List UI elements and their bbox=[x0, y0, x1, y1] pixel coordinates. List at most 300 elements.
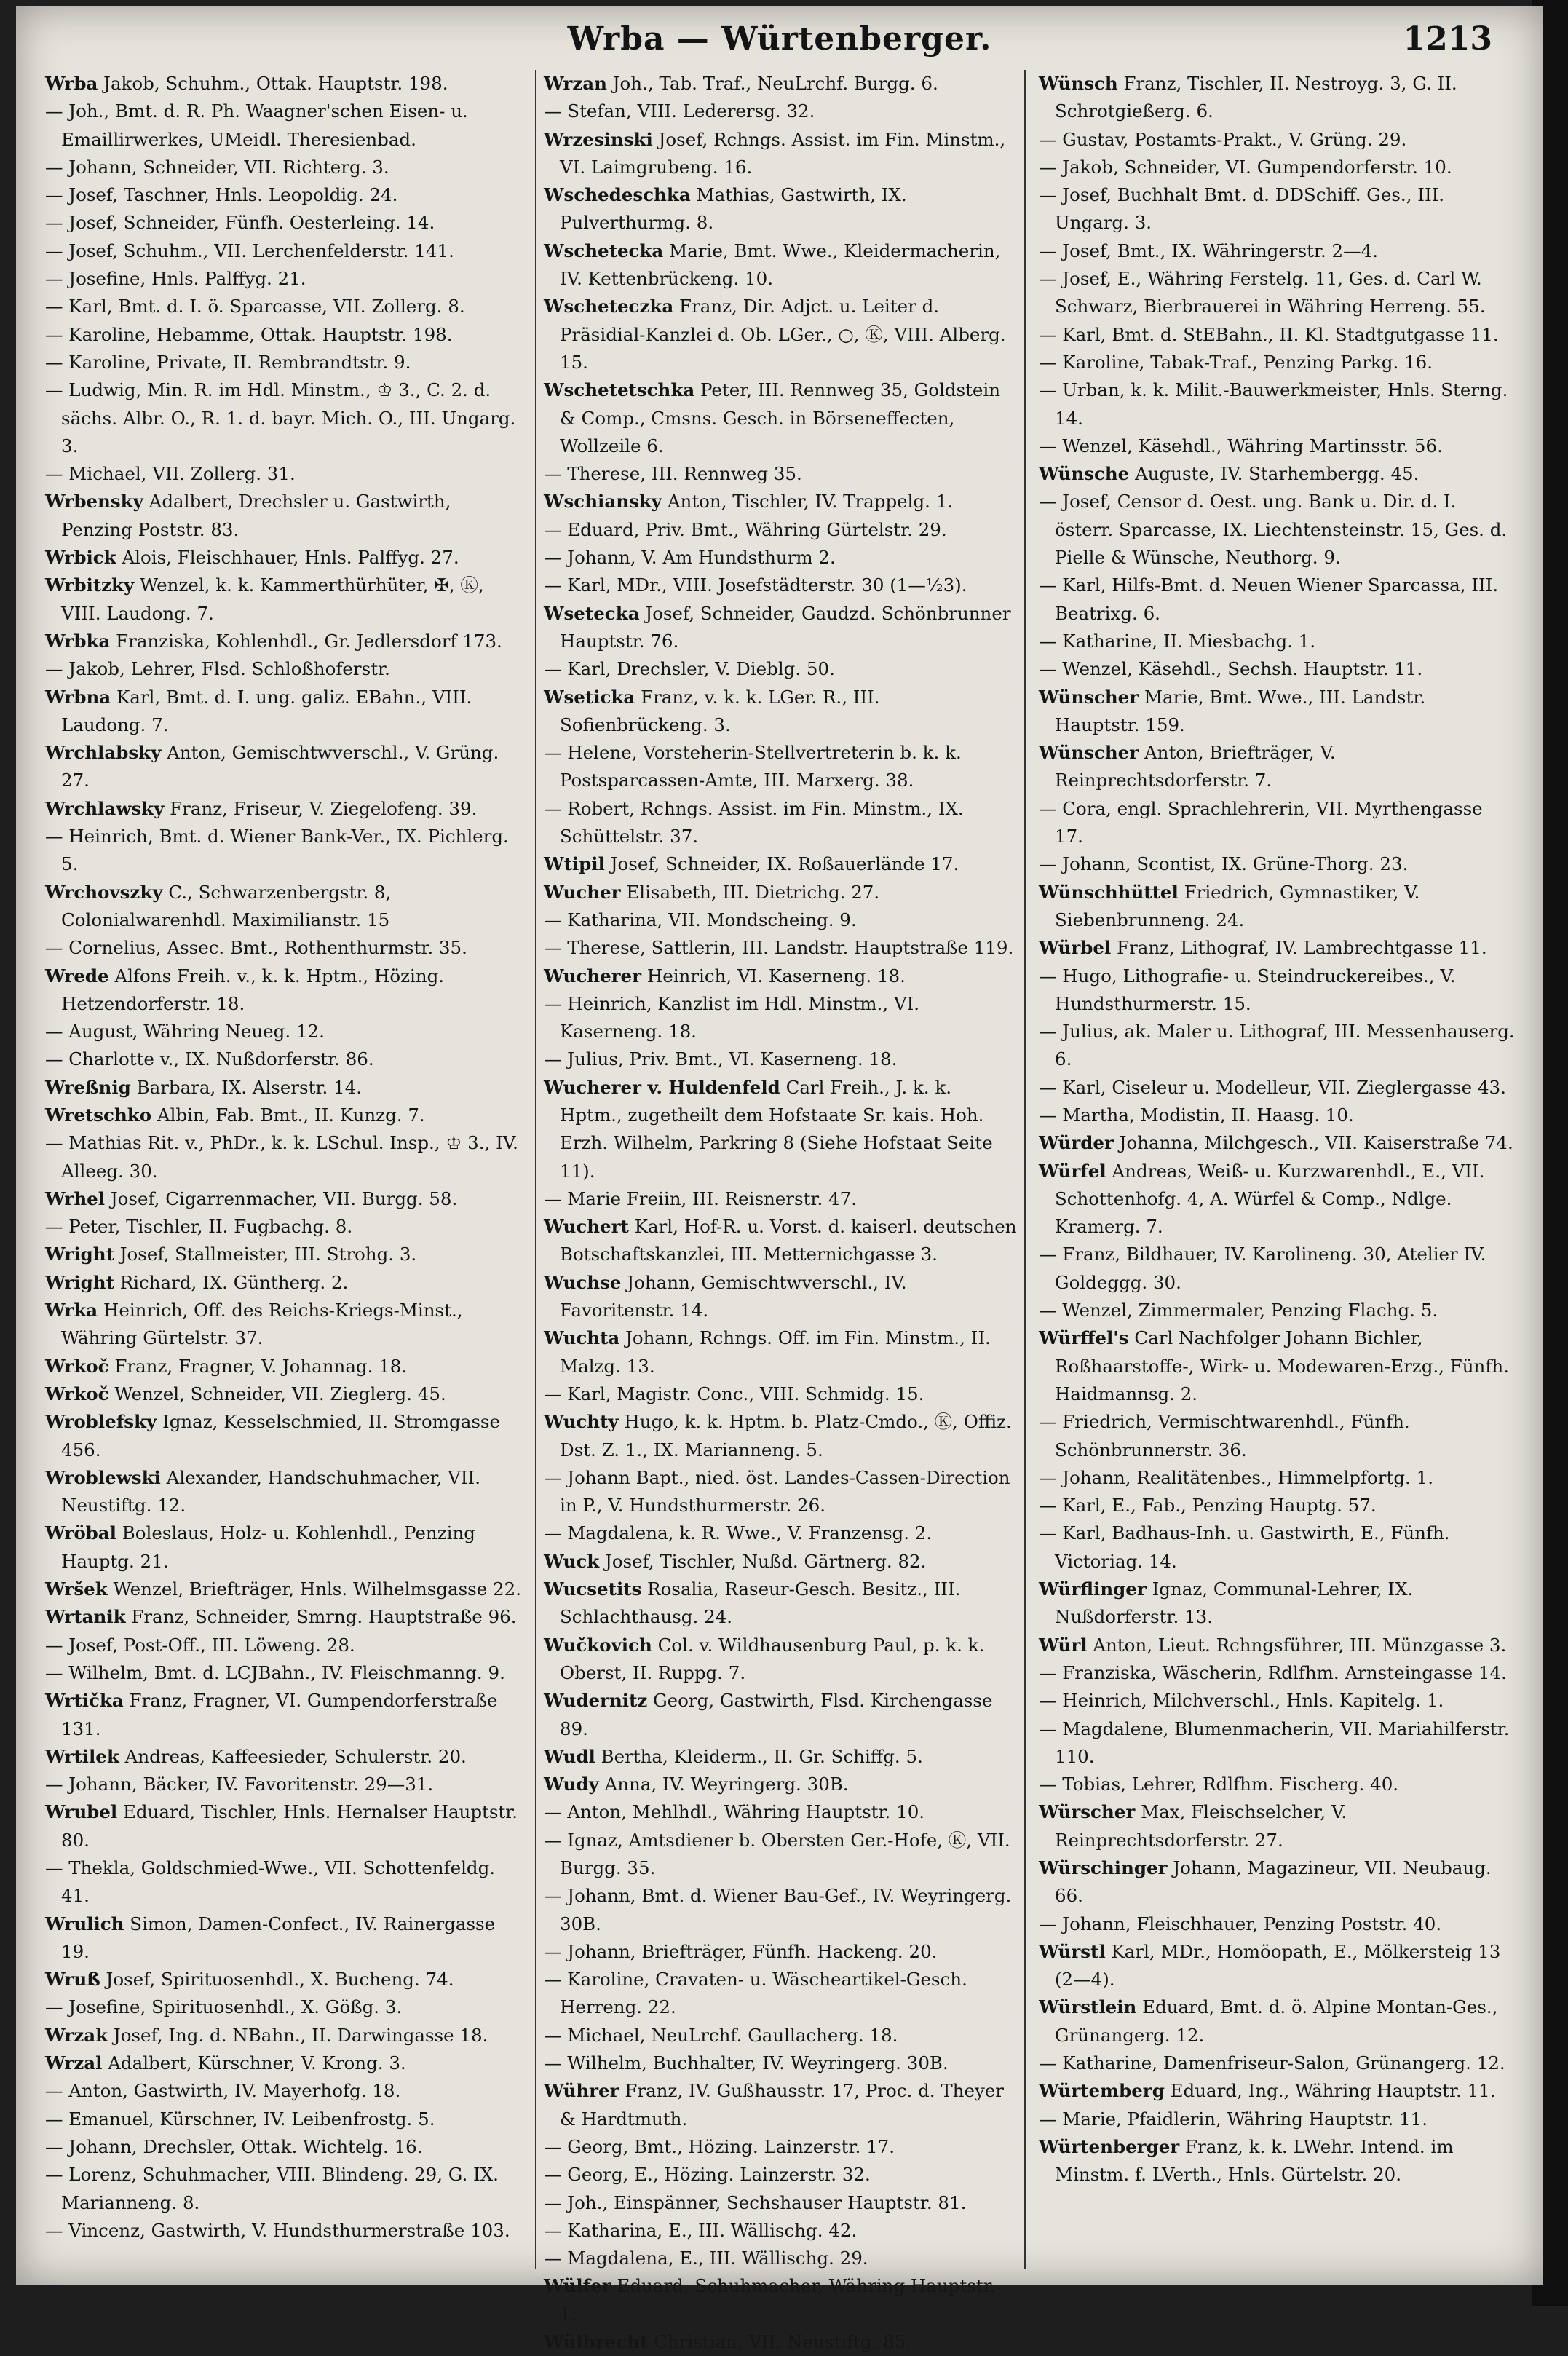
entry-details: — Charlotte v., IX. Nußdorferstr. 86. bbox=[45, 1048, 374, 1070]
entry-surname: Wrbka bbox=[45, 630, 111, 652]
entry-details: — Robert, Rchngs. Assist. im Fin. Minstm., IX. Schüttelstr. 37. bbox=[544, 797, 964, 847]
directory-entry bbox=[45, 70, 522, 98]
entry-details: — Emanuel, Kürschner, IV. Leibenfrostg. 5. bbox=[45, 2108, 435, 2130]
entry-surname: Würl bbox=[1039, 1634, 1088, 1656]
entry-details: Marie, Bmt. Wwe., Kleidermacherin, IV. Kettenbrückeng. 10. bbox=[560, 240, 1001, 290]
directory-entry bbox=[1039, 126, 1516, 154]
entry-details: Alois, Fleischhauer, Hnls. Palffyg. 27. bbox=[122, 547, 459, 569]
entry-surname: Wruß bbox=[45, 1969, 100, 1991]
directory-entry bbox=[45, 1910, 522, 1966]
entry-surname: Wretschko bbox=[45, 1104, 152, 1126]
directory-entry bbox=[45, 1464, 522, 1520]
entry-details: Josef, Rchngs. Assist. im Fin. Minstm., VI. Laimgrubeng. 16. bbox=[560, 128, 1006, 178]
entry-details: — Wilhelm, Buchhalter, IV. Weyringerg. 30B. bbox=[544, 2052, 949, 2074]
entry-surname: Wucherer bbox=[544, 965, 642, 987]
entry-details: — Karl, Bmt. d. StEBahn., II. Kl. Stadtgutgasse 11. bbox=[1039, 323, 1499, 345]
directory-entry bbox=[544, 181, 1017, 237]
entry-details: — Johann, Schneider, VII. Richterg. 3. bbox=[45, 156, 389, 178]
entry-details: Franz, Friseur, V. Ziegelofeng. 39. bbox=[170, 797, 478, 819]
entry-details: Albin, Fab. Bmt., II. Kunzg. 7. bbox=[157, 1104, 425, 1126]
directory-entry bbox=[544, 1213, 1017, 1269]
directory-entry bbox=[45, 376, 522, 460]
entry-details: Alfons Freih. v., k. k. Hptm., Hözing. Hetzendorferstr. 18. bbox=[61, 965, 445, 1014]
column-left bbox=[45, 70, 522, 2269]
entry-details: Johanna, Milchgesch., VII. Kaiserstraße 74. bbox=[1119, 1132, 1513, 1154]
entry-details: Josef, Ing. d. NBahn., II. Darwingasse 18. bbox=[113, 2024, 488, 2046]
directory-entry bbox=[544, 1882, 1017, 1938]
directory-entry bbox=[45, 2022, 522, 2049]
directory-entry bbox=[45, 1380, 522, 1408]
entry-details: Mathias, Gastwirth, IX. Pulverthurmg. 8. bbox=[560, 184, 907, 234]
entry-surname: Wührer bbox=[544, 2080, 619, 2102]
entry-details: — Therese, III. Rennweg 35. bbox=[544, 463, 802, 485]
entry-details: Adalbert, Drechsler u. Gastwirth, Penzing Poststr. 83. bbox=[61, 491, 451, 540]
directory-entry bbox=[45, 293, 522, 320]
directory-entry bbox=[45, 98, 522, 154]
directory-entry bbox=[1039, 349, 1516, 376]
directory-entry bbox=[45, 265, 522, 293]
entry-details: — Karoline, Hebamme, Ottak. Hauptstr. 198. bbox=[45, 323, 453, 345]
entry-surname: Würflinger bbox=[1039, 1578, 1147, 1600]
directory-columns bbox=[45, 70, 1516, 2353]
directory-entry bbox=[544, 2245, 1017, 2272]
directory-entry bbox=[45, 1687, 522, 1743]
entry-details: — Karl, Magistr. Conc., VIII. Schmidg. 15. bbox=[544, 1383, 924, 1404]
entry-details: — Marie, Pfaidlerin, Währing Hauptstr. 11. bbox=[1039, 2108, 1428, 2130]
entry-details: Heinrich, Off. des Reichs-Kriegs-Minst., Währing Gürtelstr. 37. bbox=[61, 1300, 463, 1349]
entry-surname: Würffel's bbox=[1039, 1327, 1129, 1349]
entry-surname: Wsetecka bbox=[544, 602, 640, 624]
entry-surname: Wrbitzky bbox=[45, 574, 135, 596]
entry-details: Josef, Schneider, Gaudzd. Schönbrunner Hauptstr. 76. bbox=[560, 602, 1011, 652]
directory-entry bbox=[45, 1632, 522, 1659]
directory-entry bbox=[1039, 1519, 1516, 1576]
directory-entry bbox=[45, 628, 522, 655]
entry-details: — Karoline, Private, II. Rembrandtstr. 9. bbox=[45, 351, 411, 373]
entry-details: — Friedrich, Vermischtwarenhdl., Fünfh. Schönbrunnerstr. 36. bbox=[1039, 1411, 1410, 1460]
entry-details: Auguste, IV. Starhembergg. 45. bbox=[1135, 463, 1419, 485]
entry-surname: Wünsche bbox=[1039, 463, 1130, 485]
entry-details: — Karoline, Tabak-Traf., Penzing Parkg. 16. bbox=[1039, 351, 1433, 373]
directory-entry bbox=[45, 1603, 522, 1631]
entry-details: Johann, Rchngs. Off. im Fin. Minstm., II. Malzg. 13. bbox=[560, 1327, 991, 1377]
entry-details: — Thekla, Goldschmied-Wwe., VII. Schottenfeldg. 41. bbox=[45, 1857, 496, 1907]
entry-details: Josef, Stallmeister, III. Strohg. 3. bbox=[119, 1244, 417, 1265]
entry-details: — Johann, Drechsler, Ottak. Wichtelg. 16. bbox=[45, 2135, 423, 2157]
entry-details: — Karl, MDr., VIII. Josefstädterstr. 30 (1—½3). bbox=[544, 574, 967, 596]
directory-page bbox=[16, 6, 1543, 2353]
entry-details: Anton, Briefträger, V. Reinprechtsdorferstr. 7. bbox=[1055, 742, 1336, 791]
entry-details: — Katharine, Damenfriseur-Salon, Grünangerg. 12. bbox=[1039, 2052, 1505, 2074]
entry-details: — Julius, ak. Maler u. Lithograf, III. Messenhauserg. 6. bbox=[1039, 1021, 1515, 1070]
entry-details: Wenzel, k. k. Kammerthürhüter, ✠, Ⓚ, VIII. Laudong. 7. bbox=[61, 574, 484, 624]
directory-entry bbox=[45, 684, 522, 740]
directory-entry bbox=[45, 488, 522, 544]
running-title: Wrba — Würtenberger. bbox=[567, 20, 992, 58]
entry-details: — Karl, Badhaus-Inh. u. Gastwirth, E., Fünfh. Victoriag. 14. bbox=[1039, 1522, 1450, 1572]
directory-entry bbox=[45, 1966, 522, 1993]
entry-details: — Vincenz, Gastwirth, V. Hundsthurmerstraße 103. bbox=[45, 2219, 510, 2241]
entry-details: — Michael, VII. Zollerg. 31. bbox=[45, 463, 296, 485]
directory-entry bbox=[1039, 1408, 1516, 1464]
entry-details: C., Schwarzenbergstr. 8, Colonialwarenhdl. Maximilianstr. 15 bbox=[61, 881, 392, 930]
entry-details: Ignaz, Communal-Lehrer, IX. Nußdorferstr. 13. bbox=[1055, 1578, 1414, 1628]
directory-entry bbox=[45, 1659, 522, 1687]
entry-details: — Josefine, Spirituosenhdl., X. Gößg. 3. bbox=[45, 1996, 403, 2018]
entry-surname: Wrubel bbox=[45, 1801, 118, 1823]
directory-entry bbox=[1039, 1297, 1516, 1324]
directory-entry bbox=[544, 1519, 1017, 1547]
entry-details: — Josef, Bmt., IX. Währingerstr. 2—4. bbox=[1039, 240, 1378, 261]
entry-details: — Helene, Vorsteherin-Stellvertreterin b. k. k. Postsparcassen-Amte, III. Marxerg. 38. bbox=[544, 742, 962, 791]
entry-surname: Würtenberger bbox=[1039, 2135, 1180, 2157]
directory-entry bbox=[1039, 1938, 1516, 1994]
entry-surname: Wršek bbox=[45, 1578, 108, 1600]
entry-details: — Karl, Ciseleur u. Modelleur, VII. Zieglergasse 43. bbox=[1039, 1076, 1506, 1098]
directory-entry bbox=[544, 237, 1017, 293]
directory-entry bbox=[1039, 154, 1516, 181]
entry-details: — Cora, engl. Sprachlehrerin, VII. Myrthengasse 17. bbox=[1039, 797, 1483, 847]
entry-surname: Wuchta bbox=[544, 1327, 620, 1349]
entry-surname: Wülfer bbox=[544, 2275, 611, 2297]
directory-entry bbox=[544, 850, 1017, 878]
entry-details: — Franziska, Wäscherin, Rdlfhm. Arnsteingasse 14. bbox=[1039, 1661, 1507, 1683]
directory-entry bbox=[544, 2189, 1017, 2217]
entry-details: — Josef, Schuhm., VII. Lerchenfelderstr. 141. bbox=[45, 240, 454, 261]
entry-surname: Wreßnig bbox=[45, 1076, 131, 1098]
directory-entry bbox=[1039, 1715, 1516, 1771]
entry-surname: Wucsetits bbox=[544, 1578, 642, 1600]
entry-details: Boleslaus, Holz- u. Kohlenhdl., Penzing Hauptg. 21. bbox=[61, 1522, 475, 1572]
entry-details: Eduard, Ing., Währing Hauptstr. 11. bbox=[1170, 2080, 1496, 2102]
entry-details: — Joh., Bmt. d. R. Ph. Waagner'schen Eisen- u. Emaillirwerkes, UMeidl. Theresienbad. bbox=[45, 100, 468, 150]
entry-details: — Heinrich, Kanzlist im Hdl. Minstm., VI. Kaserneng. 18. bbox=[544, 992, 920, 1043]
directory-entry bbox=[45, 1576, 522, 1603]
directory-entry bbox=[45, 1074, 522, 1102]
entry-details: — Josef, E., Währing Ferstelg. 11, Ges. d. Carl W. Schwarz, Bierbrauerei in Währing Herreng. 55. bbox=[1039, 268, 1486, 317]
directory-entry bbox=[1039, 684, 1516, 740]
directory-entry bbox=[544, 2049, 1017, 2077]
entry-details: — Stefan, VIII. Lederersg. 32. bbox=[544, 100, 815, 122]
directory-entry bbox=[544, 98, 1017, 125]
entry-details: Karl, Bmt. d. I. ung. galiz. EBahn., VIII. Laudong. 7. bbox=[61, 686, 472, 735]
directory-entry bbox=[1039, 376, 1516, 432]
entry-surname: Wrtilek bbox=[45, 1745, 119, 1767]
entry-details: Jakob, Schuhm., Ottak. Hauptstr. 198. bbox=[103, 73, 448, 94]
directory-entry bbox=[544, 655, 1017, 683]
entry-details: Josef, Tischler, Nußd. Gärtnerg. 82. bbox=[605, 1550, 927, 1572]
entry-details: — Eduard, Priv. Bmt., Währing Gürtelstr. 29. bbox=[544, 518, 947, 540]
entry-details: — Wilhelm, Bmt. d. LCJBahn., IV. Fleischmanng. 9. bbox=[45, 1661, 505, 1683]
entry-details: Franz, k. k. LWehr. Intend. im Minstm. f. LVerth., Hnls. Gürtelstr. 20. bbox=[1055, 2135, 1454, 2186]
entry-details: — Johann, V. Am Hundsthurm 2. bbox=[544, 547, 836, 569]
entry-details: Johann, Magazineur, VII. Neubaug. 66. bbox=[1055, 1857, 1492, 1907]
entry-details: — Wenzel, Käsehdl., Sechsh. Hauptstr. 11. bbox=[1039, 658, 1423, 680]
directory-entry bbox=[1039, 1074, 1516, 1102]
directory-entry bbox=[1039, 181, 1516, 237]
entry-details: — August, Währing Neueg. 12. bbox=[45, 1021, 325, 1043]
directory-entry bbox=[1039, 1576, 1516, 1632]
directory-entry bbox=[1039, 488, 1516, 572]
entry-details: Heinrich, VI. Kaserneng. 18. bbox=[646, 965, 906, 987]
entry-surname: Wrtanik bbox=[45, 1606, 126, 1628]
entry-surname: Wrhel bbox=[45, 1187, 106, 1209]
directory-entry bbox=[45, 349, 522, 376]
entry-details: Franz, Lithograf, IV. Lambrechtgasse 11. bbox=[1117, 937, 1487, 959]
entry-details: Karl, Hof-R. u. Vorst. d. kaiserl. deutschen Botschaftskanzlei, III. Metternichgasse 3. bbox=[560, 1216, 1017, 1265]
entry-surname: Wünscher bbox=[1039, 686, 1139, 708]
entry-details: Anton, Gemischtwverschl., V. Grüng. 27. bbox=[61, 742, 499, 791]
directory-entry bbox=[544, 1687, 1017, 1743]
directory-entry bbox=[1039, 1993, 1516, 2049]
directory-entry bbox=[1039, 1632, 1516, 1659]
directory-entry bbox=[1039, 2049, 1516, 2077]
entry-details: — Katharina, E., III. Wällischg. 42. bbox=[544, 2219, 858, 2241]
directory-entry bbox=[45, 544, 522, 572]
entry-details: Adalbert, Kürschner, V. Krong. 3. bbox=[108, 2052, 406, 2074]
entry-details: — Anton, Mehlhdl., Währing Hauptstr. 10. bbox=[544, 1801, 925, 1823]
entry-details: — Karoline, Cravaten- u. Wäscheartikel-Gesch. Herreng. 22. bbox=[544, 1969, 967, 2018]
directory-entry bbox=[45, 181, 522, 209]
directory-entry bbox=[544, 962, 1017, 990]
entry-details: — Wenzel, Käsehdl., Währing Martinsstr. 56. bbox=[1039, 435, 1443, 456]
entry-surname: Wrzal bbox=[45, 2052, 103, 2074]
directory-entry bbox=[544, 684, 1017, 740]
entry-details: Richard, IX. Güntherg. 2. bbox=[119, 1271, 349, 1293]
entry-details: Andreas, Kaffeesieder, Schulerstr. 20. bbox=[124, 1745, 467, 1767]
entry-surname: Wrkoč bbox=[45, 1355, 109, 1377]
directory-entry bbox=[544, 739, 1017, 795]
directory-entry bbox=[1039, 460, 1516, 488]
directory-entry bbox=[544, 70, 1017, 98]
entry-details: — Georg, Bmt., Hözing. Lainzerstr. 17. bbox=[544, 2135, 895, 2157]
directory-entry bbox=[45, 1297, 522, 1353]
entry-details: Josef, Spirituosenhdl., X. Bucheng. 74. bbox=[106, 1969, 454, 1991]
directory-entry bbox=[1039, 1687, 1516, 1715]
entry-surname: Wtipil bbox=[544, 853, 605, 875]
directory-entry bbox=[1039, 1324, 1516, 1408]
entry-details: — Urban, k. k. Milit.-Bauwerkmeister, Hnls. Sterng. 14. bbox=[1039, 379, 1508, 429]
directory-entry bbox=[45, 572, 522, 628]
entry-details: — Karl, Bmt. d. I. ö. Sparcasse, VII. Zollerg. 8. bbox=[45, 296, 465, 317]
entry-surname: Würder bbox=[1039, 1132, 1114, 1154]
entry-surname: Wright bbox=[45, 1244, 114, 1265]
entry-details: — Magdalena, k. R. Wwe., V. Franzensg. 2. bbox=[544, 1522, 933, 1544]
directory-entry bbox=[544, 2217, 1017, 2245]
directory-entry bbox=[544, 2161, 1017, 2189]
entry-surname: Wröbal bbox=[45, 1522, 116, 1544]
entry-details: — Josef, Buchhalt Bmt. d. DDSchiff. Ges., III. Ungarg. 3. bbox=[1039, 184, 1445, 234]
entry-surname: Wschetecka bbox=[544, 240, 664, 261]
entry-details: Georg, Gastwirth, Flsd. Kirchengasse 89. bbox=[560, 1690, 993, 1739]
directory-entry bbox=[544, 376, 1017, 460]
directory-entry bbox=[45, 1798, 522, 1854]
entry-surname: Wünschhüttel bbox=[1039, 881, 1179, 903]
entry-details: — Johann, Bmt. d. Wiener Bau-Gef., IV. Weyringerg. 30B. bbox=[544, 1885, 1012, 1934]
entry-details: — Tobias, Lehrer, Rdlfhm. Fischerg. 40. bbox=[1039, 1774, 1399, 1795]
directory-entry bbox=[45, 823, 522, 879]
directory-entry bbox=[1039, 1659, 1516, 1687]
entry-surname: Wschiansky bbox=[544, 491, 662, 513]
directory-entry bbox=[544, 1771, 1017, 1798]
entry-details: Elisabeth, III. Dietrichg. 27. bbox=[626, 881, 880, 903]
entry-surname: Wrchovszky bbox=[45, 881, 163, 903]
directory-entry bbox=[544, 572, 1017, 599]
directory-entry bbox=[1039, 879, 1516, 935]
entry-surname: Wuchert bbox=[544, 1216, 629, 1238]
entry-details: — Johann, Realitätenbes., Himmelpfortg. 1. bbox=[1039, 1466, 1433, 1488]
directory-entry bbox=[544, 488, 1017, 515]
entry-surname: Wrchlawsky bbox=[45, 797, 165, 819]
directory-entry bbox=[544, 2272, 1017, 2328]
directory-entry bbox=[45, 879, 522, 935]
entry-details: Josef, Cigarrenmacher, VII. Burgg. 58. bbox=[110, 1187, 458, 1209]
entry-surname: Wrbensky bbox=[45, 491, 143, 513]
directory-entry bbox=[544, 1074, 1017, 1185]
directory-entry bbox=[1039, 850, 1516, 878]
entry-surname: Wschedeschka bbox=[544, 184, 691, 206]
entry-surname: Wrbick bbox=[45, 547, 116, 569]
entry-details: — Johann Bapt., nied. öst. Landes-Cassen-Direction in P., V. Hundsthurmerstr. 26. bbox=[544, 1466, 1010, 1517]
directory-entry bbox=[45, 1743, 522, 1771]
entry-details: — Heinrich, Bmt. d. Wiener Bank-Ver., IX. Pichlerg. 5. bbox=[45, 826, 509, 875]
directory-entry bbox=[45, 209, 522, 237]
entry-surname: Wülbrecht bbox=[544, 2331, 649, 2353]
entry-details: — Katharina, VII. Mondscheing. 9. bbox=[544, 909, 857, 930]
entry-details: — Lorenz, Schuhmacher, VIII. Blindeng. 29, G. IX. Marianneng. 8. bbox=[45, 2164, 499, 2213]
entry-details: — Peter, Tischler, II. Fugbachg. 8. bbox=[45, 1216, 353, 1238]
directory-entry bbox=[45, 2217, 522, 2245]
directory-entry bbox=[1039, 1241, 1516, 1297]
directory-entry bbox=[544, 1045, 1017, 1073]
entry-details: Anton, Tischler, IV. Trappelg. 1. bbox=[667, 491, 954, 513]
entry-details: Christian, VII. Neustiftg. 85. bbox=[654, 2331, 912, 2353]
entry-details: Franz, Fragner, VI. Gumpendorferstraße 131. bbox=[61, 1690, 498, 1739]
directory-entry bbox=[1039, 265, 1516, 321]
directory-entry bbox=[1039, 1464, 1516, 1492]
entry-details: — Magdalena, E., III. Wällischg. 29. bbox=[544, 2248, 868, 2269]
entry-surname: Wudy bbox=[544, 1774, 599, 1795]
directory-entry bbox=[45, 154, 522, 181]
entry-details: — Marie Freiin, III. Reisnerstr. 47. bbox=[544, 1187, 857, 1209]
entry-surname: Wrede bbox=[45, 965, 109, 987]
entry-details: — Johann, Scontist, IX. Grüne-Thorg. 23. bbox=[1039, 853, 1409, 875]
entry-surname: Wroblewski bbox=[45, 1466, 161, 1488]
directory-entry bbox=[544, 795, 1017, 851]
directory-entry bbox=[45, 1185, 522, 1213]
directory-entry bbox=[45, 1993, 522, 2021]
directory-entry bbox=[544, 1380, 1017, 1408]
directory-entry bbox=[544, 2328, 1017, 2356]
entry-details: Anna, IV. Weyringerg. 30B. bbox=[604, 1774, 849, 1795]
entry-details: Carl Freih., J. k. k. Hptm., zugetheilt dem Hofstaate Sr. kais. Hoh. Erzh. Wilhelm, Parkring 8 (Siehe Hofstaat Seite 11). bbox=[560, 1076, 993, 1182]
directory-entry bbox=[45, 1213, 522, 1241]
directory-entry bbox=[1039, 1102, 1516, 1129]
directory-entry bbox=[1039, 628, 1516, 655]
entry-details: — Anton, Gastwirth, IV. Mayerhofg. 18. bbox=[45, 2080, 401, 2102]
entry-details: — Franz, Bildhauer, IV. Karolineng. 30, Atelier IV. Goldeggg. 30. bbox=[1039, 1244, 1486, 1293]
entry-details: — Martha, Modistin, II. Haasg. 10. bbox=[1039, 1104, 1354, 1126]
directory-entry bbox=[1039, 321, 1516, 349]
directory-entry bbox=[1039, 1854, 1516, 1910]
entry-details: Franz, v. k. k. LGer. R., III. Sofienbrückeng. 3. bbox=[560, 686, 880, 735]
entry-surname: Wünscher bbox=[1039, 742, 1139, 764]
entry-details: Ignaz, Kesselschmied, II. Stromgasse 456. bbox=[61, 1411, 500, 1460]
entry-surname: Wrchlabsky bbox=[45, 742, 162, 764]
directory-entry bbox=[1039, 739, 1516, 795]
entry-details: Bertha, Kleiderm., II. Gr. Schiffg. 5. bbox=[601, 1745, 923, 1767]
directory-entry bbox=[544, 126, 1017, 182]
entry-surname: Wrkoč bbox=[45, 1383, 109, 1404]
entry-surname: Würbel bbox=[1039, 937, 1112, 959]
entry-details: — Michael, NeuLrchf. Gaullacherg. 18. bbox=[544, 2024, 898, 2046]
directory-entry bbox=[544, 1185, 1017, 1213]
entry-details: — Jakob, Schneider, VI. Gumpendorferstr. 10. bbox=[1039, 156, 1452, 178]
entry-surname: Wucher bbox=[544, 881, 621, 903]
directory-entry bbox=[45, 1771, 522, 1798]
entry-details: Franz, Dir. Adjct. u. Leiter d. Präsidial-Kanzlei d. Ob. LGer., ○, Ⓚ, VIII. Alberg. 15. bbox=[560, 296, 1006, 373]
directory-entry bbox=[1039, 1798, 1516, 1854]
entry-details: — Ignaz, Amtsdiener b. Obersten Ger.-Hofe, Ⓚ, VII. Burgg. 35. bbox=[544, 1829, 1010, 1878]
directory-entry bbox=[544, 1632, 1017, 1688]
directory-entry bbox=[1039, 934, 1516, 962]
directory-entry bbox=[544, 544, 1017, 572]
entry-details: — Karl, Hilfs-Bmt. d. Neuen Wiener Sparcassa, III. Beatrixg. 6. bbox=[1039, 574, 1499, 624]
entry-details: — Johann, Bäcker, IV. Favoritenstr. 29—31. bbox=[45, 1774, 434, 1795]
entry-details: Hugo, k. k. Hptm. b. Platz-Cmdo., Ⓚ, Offiz. Dst. Z. 1., IX. Marianneng. 5. bbox=[560, 1411, 1012, 1460]
directory-entry bbox=[544, 1324, 1017, 1380]
directory-entry bbox=[1039, 70, 1516, 126]
entry-surname: Würtemberg bbox=[1039, 2080, 1165, 2102]
directory-entry bbox=[544, 2022, 1017, 2049]
entry-details: Eduard, Schuhmacher, Währing Hauptstr. 1. bbox=[560, 2275, 996, 2325]
entry-surname: Wrtička bbox=[45, 1690, 124, 1712]
directory-entry bbox=[544, 2077, 1017, 2133]
entry-details: Alexander, Handschuhmacher, VII. Neustiftg. 12. bbox=[61, 1466, 481, 1517]
directory-entry bbox=[45, 1519, 522, 1576]
directory-entry bbox=[544, 516, 1017, 544]
directory-entry bbox=[45, 2077, 522, 2105]
entry-surname: Würschinger bbox=[1039, 1857, 1168, 1878]
directory-entry bbox=[45, 1269, 522, 1297]
directory-entry bbox=[45, 1353, 522, 1380]
entry-details: Anton, Lieut. Rchngsführer, III. Münzgasse 3. bbox=[1093, 1634, 1507, 1656]
entry-surname: Wrzesinski bbox=[544, 128, 653, 150]
entry-surname: Wuck bbox=[544, 1550, 600, 1572]
entry-surname: Wrzak bbox=[45, 2024, 108, 2046]
directory-entry bbox=[45, 1129, 522, 1185]
entry-details: — Josef, Taschner, Hnls. Leopoldig. 24. bbox=[45, 184, 398, 206]
entry-surname: Wrulich bbox=[45, 1913, 124, 1934]
directory-entry bbox=[1039, 432, 1516, 460]
entry-details: Barbara, IX. Alserstr. 14. bbox=[136, 1076, 363, 1098]
entry-details: — Josef, Post-Off., III. Löweng. 28. bbox=[45, 1634, 355, 1656]
entry-details: — Heinrich, Milchverschl., Hnls. Kapitelg. 1. bbox=[1039, 1690, 1444, 1712]
directory-entry bbox=[45, 1045, 522, 1073]
directory-entry bbox=[544, 600, 1017, 656]
directory-entry bbox=[1039, 237, 1516, 265]
directory-entry bbox=[45, 1018, 522, 1045]
entry-surname: Wrba bbox=[45, 73, 98, 94]
directory-entry bbox=[45, 237, 522, 265]
entry-details: — Julius, Priv. Bmt., VI. Kaserneng. 18. bbox=[544, 1048, 898, 1070]
entry-details: Wenzel, Schneider, VII. Zieglerg. 45. bbox=[114, 1383, 446, 1404]
directory-entry bbox=[544, 1408, 1017, 1464]
entry-surname: Wuchty bbox=[544, 1411, 619, 1433]
column-middle bbox=[535, 70, 1026, 2353]
entry-surname: Wrka bbox=[45, 1300, 98, 1321]
entry-details: Max, Fleischselcher, V. Reinprechtsdorferstr. 27. bbox=[1055, 1801, 1347, 1851]
